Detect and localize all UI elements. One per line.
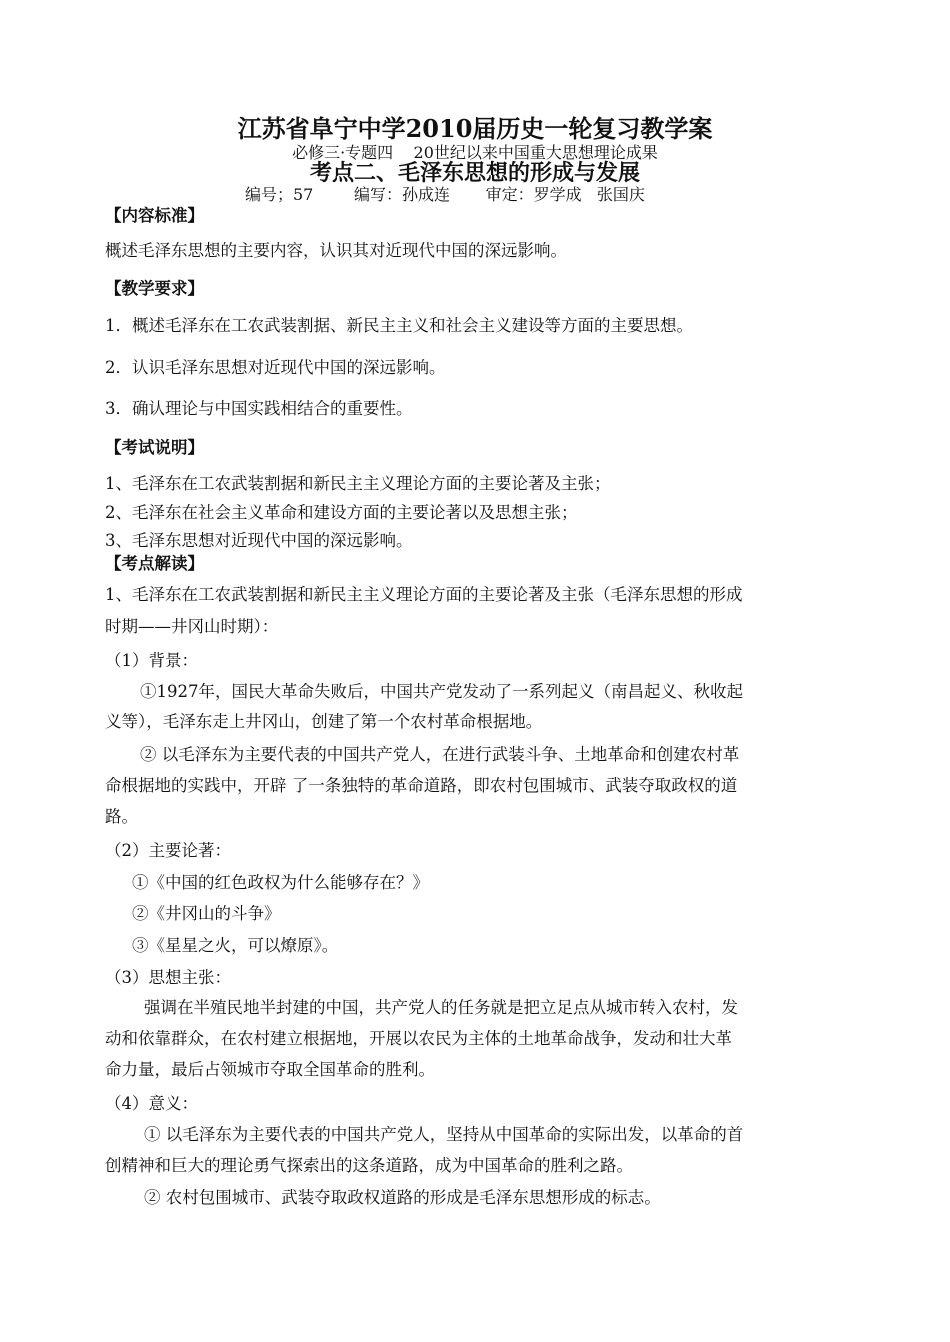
significance-paragraph-1: ① 以毛泽东为主要代表的中国共产党人，坚持从中国革命的实际出发，以革命的首 [144,1125,744,1144]
significance-paragraph-1-cont: 创精神和巨大的理论勇气探索出的这条道路，成为中国革命的胜利之路。 [105,1156,633,1175]
content-standard-text: 概述毛泽东思想的主要内容，认识其对近现代中国的深远影响。 [105,241,567,260]
background-paragraph-1: ①1927年，国民大革命失败后，中国共产党发动了一系列起义（南昌起义、秋收起 [140,682,743,701]
background-label: （1）背景： [105,651,198,670]
background-paragraph-2-end: 路。 [105,807,138,826]
ideas-label: （3）思想主张： [105,968,231,987]
exam-note-item: 3、毛泽东思想对近现代中国的深远影响。 [105,531,413,550]
ideas-paragraph-end: 命力量，最后占领城市夺取全国革命的胜利。 [105,1060,435,1079]
background-paragraph-1-cont: 义等），毛泽东走上井冈山，创建了第一个农村革命根据地。 [105,712,543,731]
works-item: ①《中国的红色政权为什么能够存在？》 [132,873,429,892]
exam-note-item: 1、毛泽东在工农武装割据和新民主主义理论方面的主要论著及主张； [105,474,611,493]
significance-paragraph-2: ② 农村包围城市、武装夺取政权道路的形成是毛泽东思想形成的标志。 [144,1188,661,1207]
exam-note-item: 2、毛泽东在社会主义革命和建设方面的主要论著以及思想主张； [105,503,578,522]
works-item: ③《星星之火，可以燎原》。 [132,936,339,955]
background-paragraph-2: ② 以毛泽东为主要代表的中国共产党人，在进行武装斗争、土地革命和创建农村革 [140,745,740,764]
analysis-point-1-cont: 时期——井冈山时期）： [105,617,279,636]
exam-notes-heading: 【考试说明】 [105,438,204,457]
analysis-point-1: 1、毛泽东在工农武装割据和新民主主义理论方面的主要论著及主张（毛泽东思想的形成 [105,585,743,604]
significance-label: （4）意义： [105,1094,198,1113]
ideas-paragraph-cont: 动和依靠群众，在农村建立根据地，开展以农民为主体的土地革命战争，发动和壮大革 [105,1029,732,1048]
document-subtitle: 必修三·专题四 20世纪以来中国重大思想理论成果 [292,143,658,162]
teaching-requirement-item: 2．认识毛泽东思想对近现代中国的深远影响。 [105,358,446,377]
background-paragraph-2-cont: 命根据地的实践中，开辟 了一条独特的革命道路，即农村包围城市、武装夺取政权的道 [105,776,738,795]
teaching-requirement-item: 3．确认理论与中国实践相结合的重要性。 [105,399,413,418]
topic-title: 考点二、毛泽东思想的形成与发展 [309,160,640,186]
content-standard-heading: 【内容标准】 [105,206,204,225]
teaching-requirement-item: 1．概述毛泽东在工农武装割据、新民主主义和社会主义建设等方面的主要思想。 [105,316,693,335]
teaching-requirements-heading: 【教学要求】 [105,279,204,298]
document-title: 江苏省阜宁中学2010届历史一轮复习教学案 [237,114,713,143]
analysis-heading: 【考点解读】 [105,554,204,573]
works-label: （2）主要论著： [105,841,231,860]
ideas-paragraph: 强调在半殖民地半封建的中国，共产党人的任务就是把立足点从城市转入农村，发 [144,998,738,1017]
works-item: ②《井冈山的斗争》 [132,904,281,923]
document-meta: 编号；57 编写：孙成连 审定：罗学成 张国庆 [245,185,645,204]
